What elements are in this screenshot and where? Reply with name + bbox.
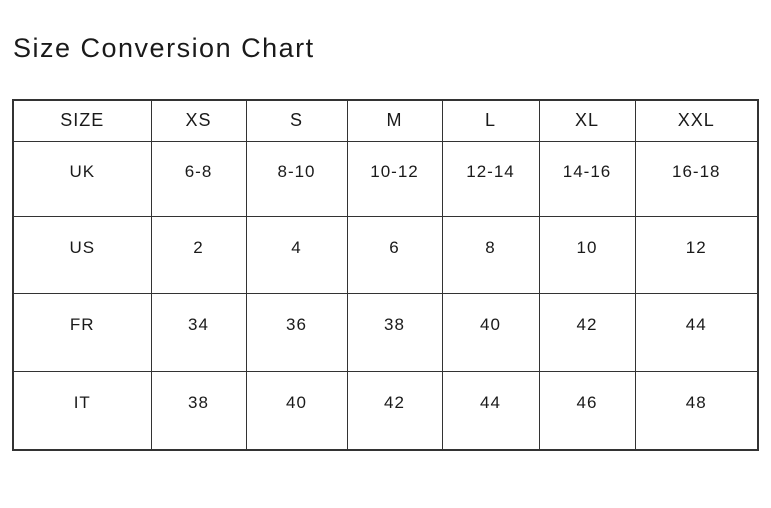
size-conversion-table	[12, 99, 759, 451]
table-cell: 44	[635, 293, 758, 371]
row-label-it: IT	[13, 371, 151, 450]
column-header-xxl: XXL	[635, 100, 758, 141]
page-title: Size Conversion Chart	[13, 33, 315, 63]
row-label-fr: FR	[13, 293, 151, 371]
table-row-us	[13, 216, 758, 293]
table-cell: 12	[635, 216, 758, 293]
column-header-l: L	[442, 100, 539, 141]
table-cell: 42	[347, 371, 442, 450]
table-cell: 42	[539, 293, 635, 371]
table-cell: 8	[442, 216, 539, 293]
table-row-it	[13, 371, 758, 450]
table-cell: 6	[347, 216, 442, 293]
table-cell: 10-12	[347, 141, 442, 216]
table-cell: 12-14	[442, 141, 539, 216]
table-cell: 10	[539, 216, 635, 293]
table-row-uk	[13, 141, 758, 216]
table-cell: 38	[347, 293, 442, 371]
table-cell: 4	[246, 216, 347, 293]
table-cell: 16-18	[635, 141, 758, 216]
table-cell: 46	[539, 371, 635, 450]
column-header-size: SIZE	[13, 100, 151, 141]
table-cell: 34	[151, 293, 246, 371]
table-cell: 8-10	[246, 141, 347, 216]
column-header-xl: XL	[539, 100, 635, 141]
table-cell: 6-8	[151, 141, 246, 216]
column-header-s: S	[246, 100, 347, 141]
column-header-m: M	[347, 100, 442, 141]
column-header-xs: XS	[151, 100, 246, 141]
table-cell: 40	[442, 293, 539, 371]
table-cell: 38	[151, 371, 246, 450]
table-cell: 40	[246, 371, 347, 450]
header-row	[13, 100, 758, 141]
table-cell: 2	[151, 216, 246, 293]
row-label-us: US	[13, 216, 151, 293]
table-cell: 14-16	[539, 141, 635, 216]
row-label-uk: UK	[13, 141, 151, 216]
table-cell: 48	[635, 371, 758, 450]
table-cell: 44	[442, 371, 539, 450]
table-cell: 36	[246, 293, 347, 371]
table-row-fr	[13, 293, 758, 371]
